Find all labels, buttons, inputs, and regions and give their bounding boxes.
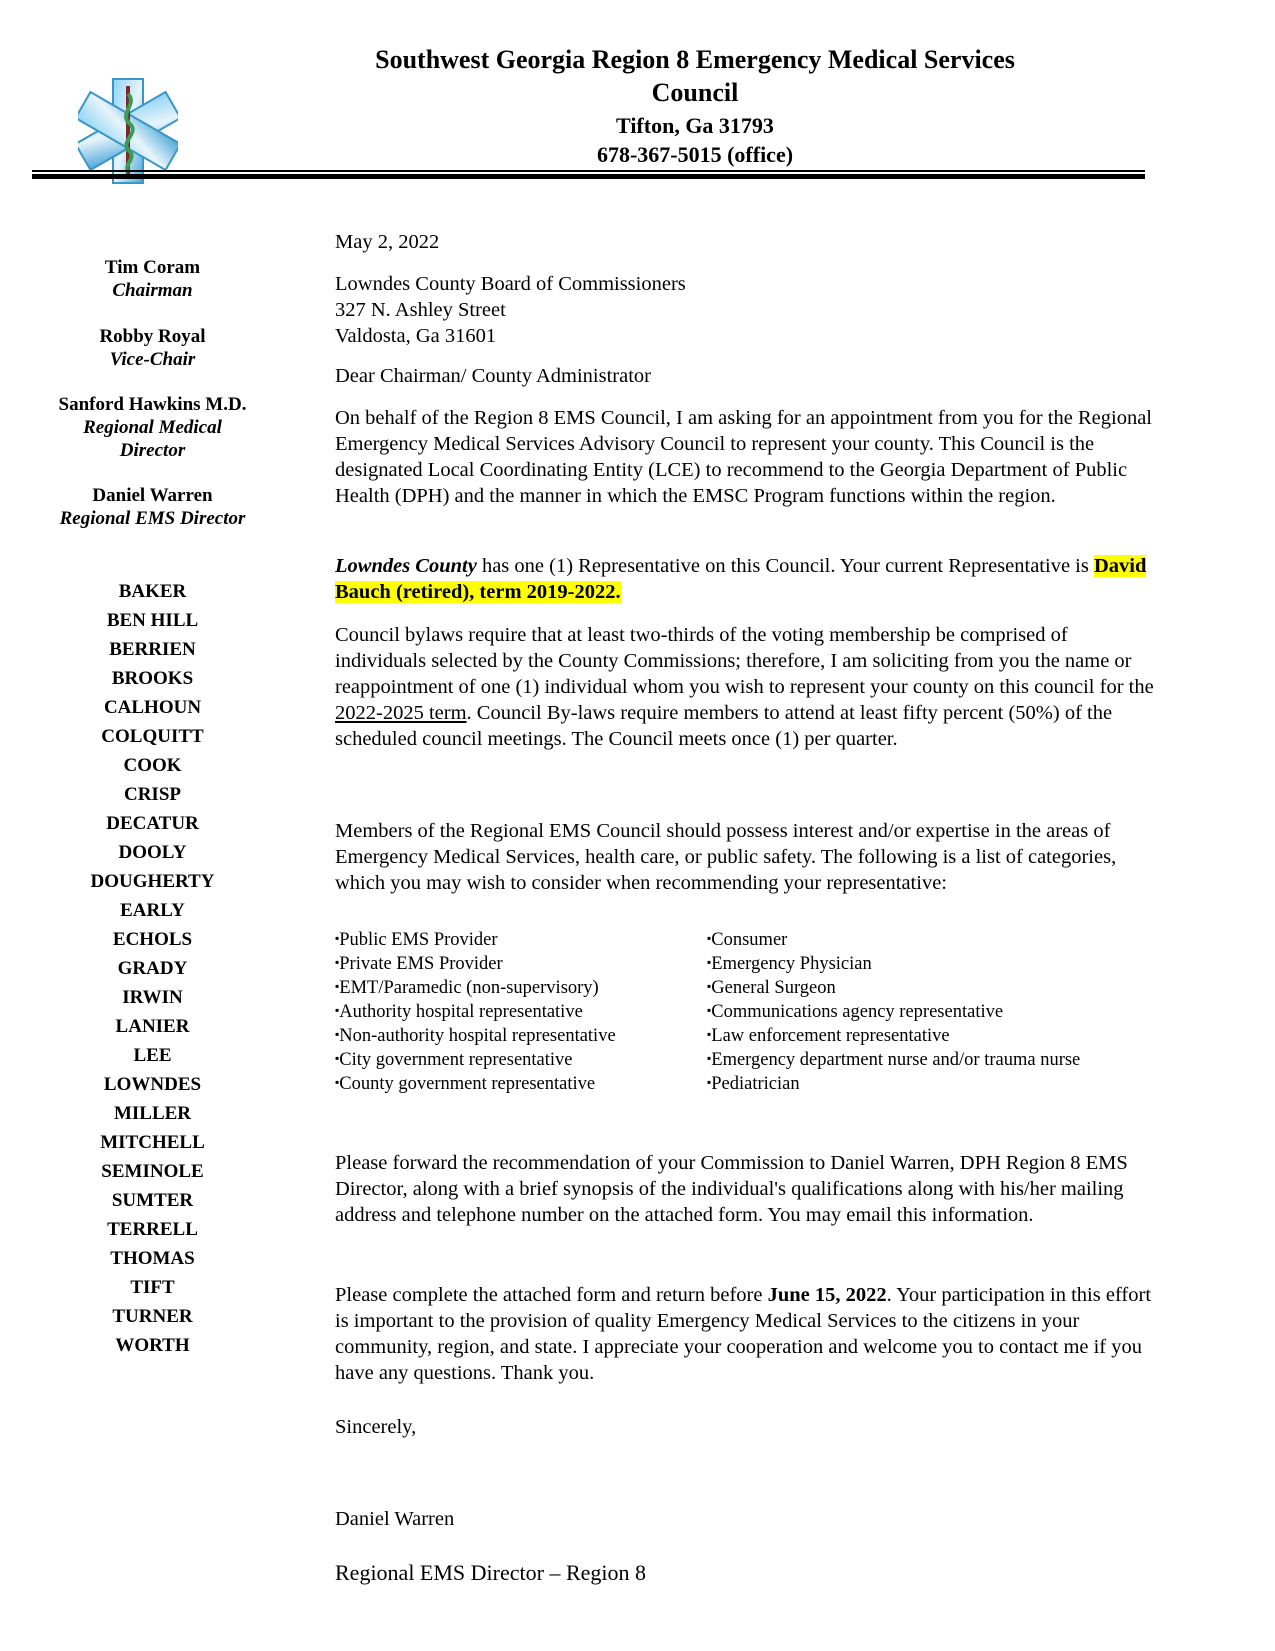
county-item: DOOLY bbox=[118, 842, 187, 863]
county-item: ECHOLS bbox=[112, 929, 193, 950]
deadline-text-1: Please complete the attached form and return before bbox=[335, 1284, 768, 1306]
county-item: GRADY bbox=[117, 958, 188, 979]
county-item: MITCHELL bbox=[100, 1132, 205, 1153]
county-item: COLQUITT bbox=[101, 726, 204, 747]
category-item: ▪City government representative bbox=[335, 1050, 573, 1070]
officer-vice-chair bbox=[40, 325, 265, 371]
bylaws-text-2: . Council By-laws require members to attend at least fifty percent (50%) of the scheduled council meetings. The Council meets once (1) per quarter. bbox=[335, 702, 1113, 750]
officer-role: Regional EMS Director bbox=[59, 508, 246, 529]
officer-medical-director bbox=[40, 393, 265, 462]
paragraph-forward: Please forward the recommendation of your Commission to Daniel Warren, DPH Region 8 EMS Director, along with a brief synopsis of the individual's qualifications along with his/her mailing address and telephone number on the attached form. You may email this information. bbox=[335, 1152, 1128, 1226]
county-item: MILLER bbox=[113, 1103, 192, 1124]
category-item: ▪County government representative bbox=[335, 1074, 596, 1094]
rep-text: has one (1) Representative on this Council. Your current Representative is bbox=[476, 555, 1094, 577]
category-item: ▪EMT/Paramedic (non-supervisory) bbox=[335, 978, 599, 998]
county-item: TERRELL bbox=[107, 1219, 198, 1240]
recipient-address bbox=[335, 271, 1155, 349]
officer-ems-director bbox=[40, 484, 265, 530]
org-phone: 678-367-5015 (office) bbox=[596, 142, 794, 167]
deadline-text-2: . Your participation in this effort is important to the provision of quality Emergency Medical Services to the citizens in your community, region, and state. I appreciate your cooperation and welcome you to contact me if you have any questions. Thank you. bbox=[335, 1284, 1152, 1384]
county-item: CRISP bbox=[123, 784, 181, 805]
category-item: ▪General Surgeon bbox=[707, 978, 836, 998]
paragraph-members: Members of the Regional EMS Council should possess interest and/or expertise in the areas of Emergency Medical Services, health care, or public safety. The following is a list of categories, which you may wish to consider when recommending your representative: bbox=[335, 820, 1117, 894]
signer-title: Regional EMS Director – Region 8 bbox=[335, 1560, 647, 1585]
deadline-date: June 15, 2022 bbox=[767, 1284, 887, 1306]
officer-role: Chairman bbox=[112, 280, 193, 301]
category-item: ▪Non-authority hospital representative bbox=[335, 1026, 616, 1046]
county-item: TURNER bbox=[112, 1306, 193, 1327]
sidebar bbox=[40, 0, 265, 1651]
category-item: ▪Communications agency representative bbox=[707, 1002, 1004, 1022]
county-item: BEN HILL bbox=[106, 610, 199, 631]
officer-name: Daniel Warren bbox=[92, 485, 213, 506]
category-item: ▪Emergency Physician bbox=[707, 954, 872, 974]
county-item: DECATUR bbox=[106, 813, 199, 834]
term-underlined: 2022-2025 term bbox=[335, 702, 467, 724]
officer-chairman bbox=[40, 256, 265, 302]
org-address: Tifton, Ga 31793 bbox=[616, 113, 774, 138]
signer-name: Daniel Warren bbox=[335, 1508, 455, 1530]
recipient-line: Lowndes County Board of Commissioners bbox=[335, 273, 686, 295]
paragraph-current-rep bbox=[335, 553, 1155, 605]
officer-role: Regional Medical bbox=[83, 417, 222, 438]
category-item: ▪Emergency department nurse and/or trauma nurse bbox=[707, 1050, 1081, 1070]
county-item: BAKER bbox=[118, 581, 187, 602]
closing: Sincerely, bbox=[335, 1416, 417, 1438]
org-name-line2: Council bbox=[651, 78, 739, 107]
recipient-line: Valdosta, Ga 31601 bbox=[335, 325, 497, 347]
category-item: ▪Consumer bbox=[707, 930, 788, 950]
county-item: EARLY bbox=[120, 900, 185, 921]
salutation: Dear Chairman/ County Administrator bbox=[335, 365, 651, 387]
letter-date: May 2, 2022 bbox=[335, 231, 440, 253]
county-name: Lowndes County bbox=[335, 555, 477, 577]
county-item: DOUGHERTY bbox=[90, 871, 215, 892]
org-name-line1: Southwest Georgia Region 8 Emergency Medical Services bbox=[375, 45, 1015, 74]
county-item: LEE bbox=[133, 1045, 172, 1066]
county-item: COOK bbox=[123, 755, 182, 776]
category-item: ▪Authority hospital representative bbox=[335, 1002, 583, 1022]
county-item: SEMINOLE bbox=[101, 1161, 204, 1182]
county-item: CALHOUN bbox=[103, 697, 202, 718]
bylaws-text-1: Council bylaws require that at least two-thirds of the voting membership be comprised of individuals selected by the County Commissions; therefore, I am soliciting from you the name or reappointment of one (1) individual whom you wish to represent your county on this council for the bbox=[335, 624, 1154, 698]
county-item: SUMTER bbox=[111, 1190, 194, 1211]
category-item: ▪Pediatrician bbox=[707, 1074, 800, 1094]
county-item: BROOKS bbox=[111, 668, 194, 689]
paragraph-deadline bbox=[335, 1282, 1155, 1386]
county-item: TIFT bbox=[130, 1277, 175, 1298]
county-item: THOMAS bbox=[110, 1248, 195, 1269]
category-item: ▪Law enforcement representative bbox=[707, 1026, 950, 1046]
officer-name: Tim Coram bbox=[104, 257, 201, 278]
category-item: ▪Private EMS Provider bbox=[335, 954, 503, 974]
paragraph-request: On behalf of the Region 8 EMS Council, I am asking for an appointment from you for the Regional Emergency Medical Services Advisory Council to represent your county. This Council is the designated Local Coordinating Entity (LCE) to recommend to the Georgia Department of Public Health (DPH) and the manner in which the EMSC Program functions within the region. bbox=[335, 407, 1152, 507]
category-item: ▪Public EMS Provider bbox=[335, 930, 498, 950]
county-item: LOWNDES bbox=[103, 1074, 202, 1095]
highlighted-current-rep: David Bauch (retired), term 2019-2022. bbox=[335, 555, 1147, 603]
county-item: WORTH bbox=[115, 1335, 190, 1356]
recipient-line: 327 N. Ashley Street bbox=[335, 299, 506, 321]
officer-role: Director bbox=[119, 440, 186, 461]
officer-name: Sanford Hawkins M.D. bbox=[58, 394, 247, 415]
county-item: LANIER bbox=[115, 1016, 190, 1037]
officer-name: Robby Royal bbox=[99, 326, 206, 347]
officer-role: Vice-Chair bbox=[109, 349, 196, 370]
county-item: BERRIEN bbox=[109, 639, 196, 660]
county-item: IRWIN bbox=[122, 987, 183, 1008]
paragraph-bylaws bbox=[335, 622, 1155, 752]
